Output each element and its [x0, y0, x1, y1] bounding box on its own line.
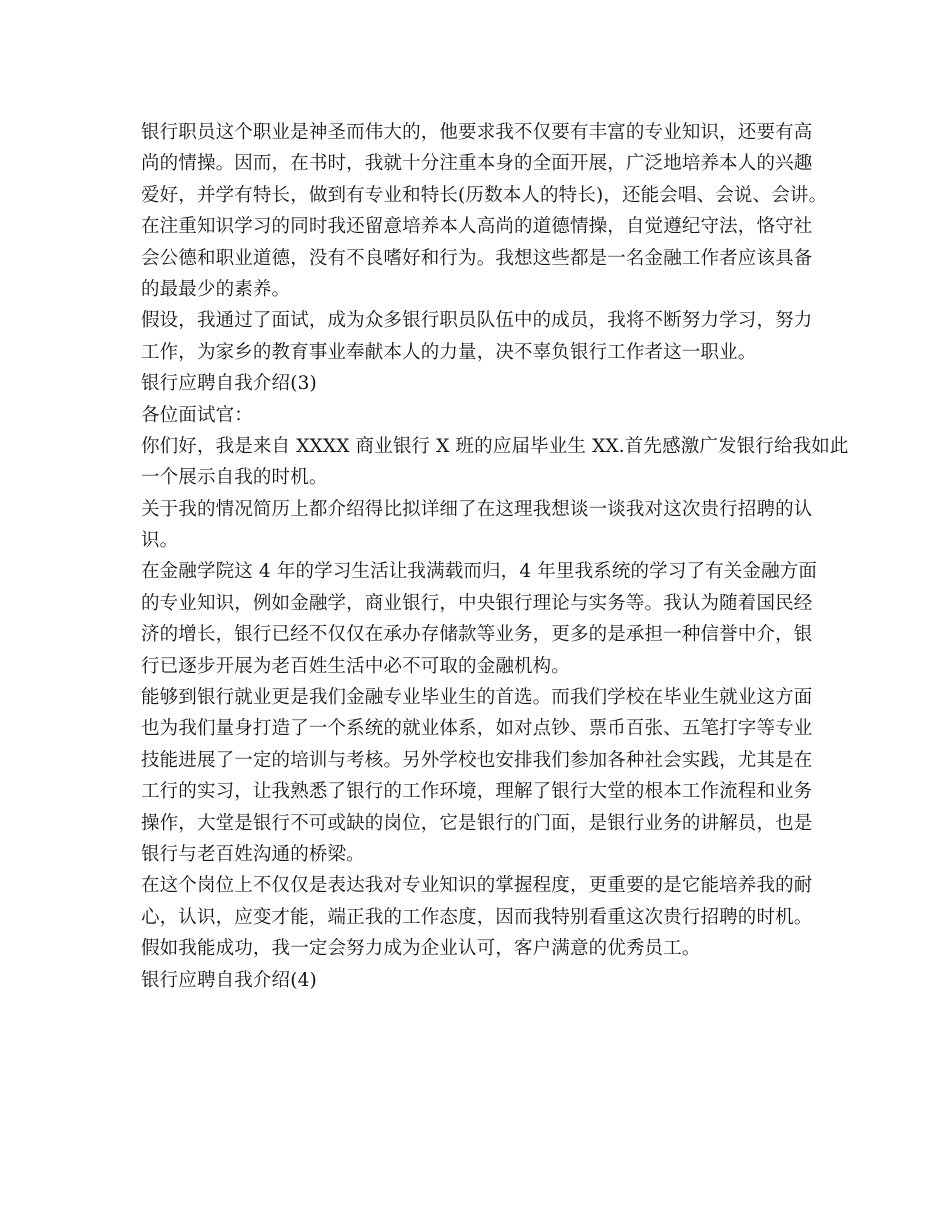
text-line-25: 在这个岗位上不仅仅是表达我对专业知识的掌握程度，更重要的是它能培养我的耐	[141, 875, 813, 897]
text-line-23: 操作，大堂是银行不可或缺的岗位，它是银行的门面，是银行业务的讲解员，也是	[141, 812, 813, 834]
text-line-26: 心，认识，应变才能，端正我的工作态度，因而我特别看重这次贵行招聘的时机。	[141, 906, 813, 928]
text-line-15: 在金融学院这 4 年的学习生活让我满载而归，4 年里我系统的学习了有关金融方面	[141, 561, 818, 583]
text-line-24: 银行与老百姓沟通的桥梁。	[141, 843, 365, 865]
text-line-14: 识。	[141, 530, 179, 552]
text-line-20: 也为我们量身打造了一个系统的就业体系，如对点钞、票币百张、五笔打字等专业	[141, 718, 813, 740]
text-line-22: 工行的实习，让我熟悉了银行的工作环境，理解了银行大堂的根本工作流程和业务	[141, 781, 813, 803]
text-line-8: 工作，为家乡的教育事业奉献本人的力量，决不辜负银行工作者这一职业。	[141, 341, 757, 363]
text-line-6: 的最最少的素养。	[141, 278, 291, 300]
salutation: 各位面试官：	[141, 404, 253, 426]
text-line-11: 你们好，我是来自 XXXX 商业银行 X 班的应届毕业生 XX.首先感激广发银行给我如此	[141, 435, 849, 457]
text-line-13: 关于我的情况简历上都介绍得比拟详细了在这理我想谈一谈我对这次贵行招聘的认	[141, 498, 813, 520]
text-line-16: 的专业知识，例如金融学，商业银行，中央银行理论与实务等。我认为随着国民经	[141, 592, 813, 614]
text-line-12: 一个展示自我的时机。	[141, 467, 328, 489]
section-heading-3: 银行应聘自我介绍(3)	[141, 373, 317, 395]
text-line-27: 假如我能成功，我一定会努力成为企业认可，客户满意的优秀员工。	[141, 938, 701, 960]
text-line-7: 假设，我通过了面试，成为众多银行职员队伍中的成员，我将不断努力学习，努力	[141, 310, 813, 332]
text-line-3: 爱好，并学有特长，做到有专业和特长(历数本人的特长)，还能会唱、会说、会讲。	[141, 184, 828, 206]
text-line-2: 尚的情操。因而，在书时，我就十分注重本身的全面开展，广泛地培养本人的兴趣	[141, 153, 813, 175]
text-line-17: 济的增长，银行已经不仅仅在承办存储款等业务，更多的是承担一种信誉中介，银	[141, 624, 813, 646]
text-line-5: 会公德和职业道德，没有不良嗜好和行为。我想这些都是一名金融工作者应该具备	[141, 247, 813, 269]
text-line-18: 行已逐步开展为老百姓生活中必不可取的金融机构。	[141, 655, 570, 677]
text-line-1: 银行职员这个职业是神圣而伟大的，他要求我不仅要有丰富的专业知识，还要有高	[141, 122, 813, 143]
text-line-19: 能够到银行就业更是我们金融专业毕业生的首选。而我们学校在毕业生就业这方面	[141, 687, 813, 709]
document-body	[141, 117, 849, 996]
section-heading-4: 银行应聘自我介绍(4)	[141, 969, 317, 991]
text-line-4: 在注重知识学习的同时我还留意培养本人高尚的道德情操，自觉遵纪守法，恪守社	[141, 216, 813, 238]
text-line-21: 技能进展了一定的培训与考核。另外学校也安排我们参加各种社会实践，尤其是在	[141, 749, 813, 771]
